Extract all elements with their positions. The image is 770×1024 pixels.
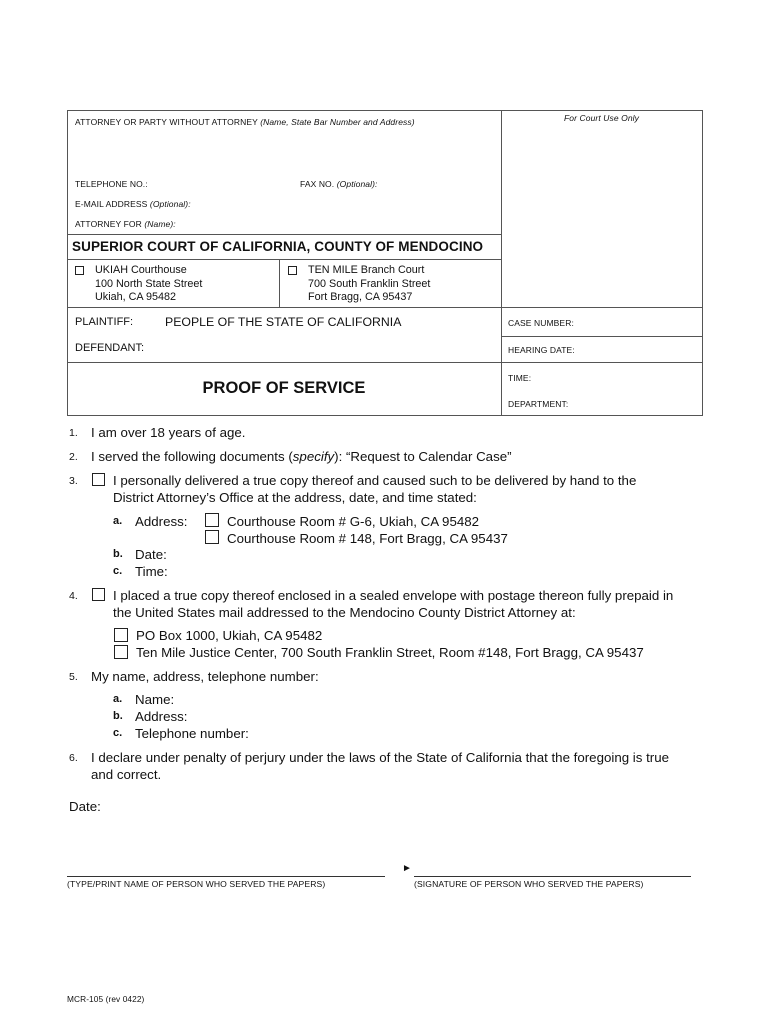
attorney-for-label: ATTORNEY FOR: [75, 219, 142, 229]
tenmile-checkbox[interactable]: [288, 266, 297, 275]
plaintiff-value: PEOPLE OF THE STATE OF CALIFORNIA: [165, 315, 402, 329]
telephone-field[interactable]: [75, 179, 148, 189]
item-5-text: My name, address, telephone number:: [91, 669, 319, 684]
divider-branches-middle: [279, 259, 280, 307]
item-6-text: [91, 749, 669, 783]
attorney-field-label: [75, 117, 415, 127]
form-title: PROOF OF SERVICE: [202, 379, 366, 397]
tenmile-city: Fort Bragg, CA 95437: [308, 291, 413, 303]
item-2-text-c: ): “Request to Calendar Case”: [334, 449, 512, 464]
ukiah-branch[interactable]: [75, 264, 202, 305]
item-3-line-2: District Attorney’s Office at the address, date, and time stated:: [113, 490, 477, 505]
ukiah-street: 100 North State Street: [95, 277, 203, 290]
item-3a-option-2-checkbox[interactable]: [205, 530, 219, 544]
divider-court-title: [67, 234, 501, 235]
attorney-input-area[interactable]: [72, 130, 497, 174]
defendant-input[interactable]: [150, 338, 495, 358]
date-label: Date:: [69, 799, 101, 814]
divider-court-branches: [67, 259, 501, 260]
tenmile-street: 700 South Franklin Street: [308, 277, 431, 290]
time-label: TIME:: [508, 373, 532, 383]
fax-hint: (Optional):: [336, 179, 378, 189]
item-4-option-2: Ten Mile Justice Center, 700 South Franklin Street, Room #148, Fort Bragg, CA 95437: [136, 645, 644, 660]
tenmile-name: TEN MILE Branch Court: [308, 264, 425, 276]
item-4-text: [113, 587, 673, 621]
item-3b-letter: b.: [113, 548, 123, 560]
item-3a-option-1-checkbox[interactable]: [205, 513, 219, 527]
signature-arrow-icon: ►: [402, 863, 412, 874]
email-field[interactable]: [75, 199, 191, 209]
item-5-number: 5.: [69, 671, 78, 683]
item-1-text: I am over 18 years of age.: [91, 425, 246, 440]
item-3a-option-2: Courthouse Room # 148, Fort Bragg, CA 95437: [227, 531, 508, 546]
attorney-hint: (Name, State Bar Number and Address): [260, 117, 415, 127]
item-3a-label: Address:: [135, 514, 188, 529]
item-4-line-1: I placed a true copy thereof enclosed in a sealed envelope with postage thereon fully prepaid in: [113, 588, 674, 603]
item-5a-letter: a.: [113, 693, 123, 705]
item-2-specify: specify: [292, 449, 335, 464]
item-4-checkbox[interactable]: [92, 588, 105, 601]
item-5c-letter: c.: [113, 727, 123, 739]
item-3c-letter: c.: [113, 565, 123, 577]
attorney-for-hint: (Name):: [144, 219, 176, 229]
item-3-number: 3.: [69, 475, 78, 487]
attorney-label: ATTORNEY OR PARTY WITHOUT ATTORNEY: [75, 117, 258, 127]
department-label: DEPARTMENT:: [508, 399, 569, 409]
item-2-text: [91, 448, 512, 465]
email-label: E-MAIL ADDRESS: [75, 199, 148, 209]
divider-case-number: [501, 336, 703, 337]
signature-line[interactable]: [414, 876, 691, 877]
item-3b-label: Date:: [135, 547, 167, 562]
item-3a-letter: a.: [113, 515, 123, 527]
item-3c-label: Time:: [135, 564, 168, 579]
item-5a-label: Name:: [135, 692, 175, 707]
caption-divider-vertical: [501, 110, 502, 416]
form-id: MCR-105 (rev 0422): [67, 994, 145, 1004]
item-4-line-2: the United States mail addressed to the Mendocino County District Attorney at:: [113, 605, 576, 620]
attorney-for-field[interactable]: [75, 219, 176, 229]
email-hint: (Optional):: [149, 199, 191, 209]
item-3-checkbox[interactable]: [92, 473, 105, 486]
item-3a-option-1: Courthouse Room # G-6, Ukiah, CA 95482: [227, 514, 480, 529]
defendant-label: DEFENDANT:: [75, 342, 145, 354]
item-4-option-1: PO Box 1000, Ukiah, CA 95482: [136, 628, 323, 643]
ukiah-name: UKIAH Courthouse: [95, 264, 187, 276]
plaintiff-label: PLAINTIFF:: [75, 316, 134, 328]
item-6-line-1: I declare under penalty of perjury under the laws of the State of California that the foregoing is true: [91, 750, 670, 765]
ukiah-city: Ukiah, CA 95482: [95, 291, 177, 303]
item-5b-letter: b.: [113, 710, 123, 722]
item-6-number: 6.: [69, 752, 78, 764]
telephone-label: TELEPHONE NO.:: [75, 179, 148, 189]
tenmile-branch[interactable]: [288, 264, 430, 305]
item-3-line-1: I personally delivered a true copy thereof and caused such to be delivered by hand to the: [113, 473, 637, 488]
item-5c-label: Telephone number:: [135, 726, 249, 741]
case-number-label: CASE NUMBER:: [508, 318, 574, 328]
hearing-date-label: HEARING DATE:: [508, 345, 575, 355]
signature-caption: (SIGNATURE OF PERSON WHO SERVED THE PAPERS): [414, 879, 644, 889]
fax-field[interactable]: [300, 179, 378, 189]
divider-parties-bottom: [67, 362, 703, 363]
item-4-number: 4.: [69, 590, 78, 602]
item-2-number: 2.: [69, 451, 78, 463]
item-4-option-1-checkbox[interactable]: [114, 628, 128, 642]
item-2-text-a: I served the following documents (: [91, 449, 293, 464]
item-1-number: 1.: [69, 427, 78, 439]
fax-label: FAX NO.: [300, 179, 335, 189]
item-4-option-2-checkbox[interactable]: [114, 645, 128, 659]
name-caption: (TYPE/PRINT NAME OF PERSON WHO SERVED THE PAPERS): [67, 879, 326, 889]
ukiah-checkbox[interactable]: [75, 266, 84, 275]
court-use-label: For Court Use Only: [564, 113, 640, 123]
court-title: SUPERIOR COURT OF CALIFORNIA, COUNTY OF MENDOCINO: [72, 239, 484, 254]
name-signature-line[interactable]: [67, 876, 385, 877]
item-5b-label: Address:: [135, 709, 188, 724]
item-3-text: [113, 472, 636, 506]
item-6-line-2: and correct.: [91, 767, 162, 782]
divider-parties-top: [67, 307, 703, 308]
